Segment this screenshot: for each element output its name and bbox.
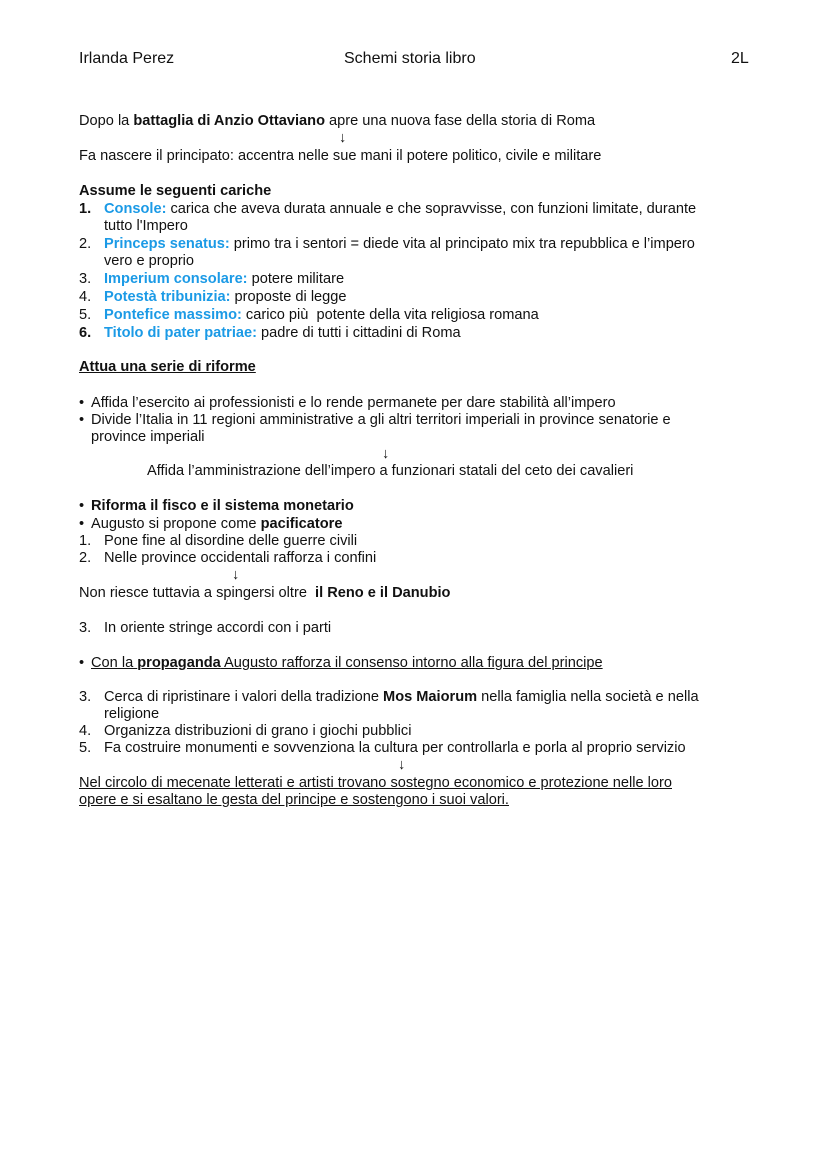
text-segment: vero e proprio [104,253,195,269]
text-segment: Cerca di ripristinare i valori della tradizione [104,689,384,705]
text-segment: Dopo la [79,113,134,129]
term-label: Titolo di pater patriae: [104,325,257,341]
list-number: 3. [79,271,92,287]
header-author: Irlanda Perez [79,50,175,67]
text-segment: primo tra i sentori = diede vita al principato mix tra repubblica e l’impero [229,236,695,252]
text-segment: In oriente stringe accordi con i parti [104,620,332,636]
text-segment: battaglia di Anzio Ottaviano [133,113,325,129]
text-segment: apre una nuova fase della storia di Roma [324,113,596,129]
numbered-item [79,689,699,706]
list-number: 4. [79,723,92,739]
list-number: 1. [79,533,92,549]
text-segment: Con la [91,655,138,671]
numbered-item [79,723,412,740]
text-segment: Fa costruire monumenti e sovvenziona la cultura per controllarla e porla al proprio servizio [104,740,686,756]
bullet-item [79,655,603,672]
text-segment: Assume le seguenti cariche [79,183,272,199]
text-line [79,792,509,809]
text-segment: religione [104,706,160,722]
text-line [104,253,194,270]
numbered-item [79,236,695,253]
bullet-icon: • [79,395,85,411]
text-segment: Pone fine al disordine delle guerre civili [104,533,358,549]
term-label: Pontefice massimo: [104,307,242,323]
list-number: 6. [79,325,92,341]
text-segment: Organizza distribuzioni di grano i giochi pubblici [104,723,412,739]
text-line [91,429,205,446]
text-segment: Nel circolo di mecenate letterati e artisti trovano sostegno economico e protezione nelle loro [79,775,672,791]
text-segment: carica che aveva durata annuale e che sopravvisse, con funzioni limitate, durante [166,201,697,217]
text-segment: province imperiali [91,429,205,445]
text-segment: Riforma il fisco e il sistema monetario [91,498,354,514]
text-segment: Augusto si propone come [91,516,261,532]
text-line [398,757,405,774]
text-line [104,706,159,723]
text-line [79,359,256,376]
numbered-item [79,325,461,342]
text-segment: Attua una serie di riforme [79,359,256,375]
text-segment: carico più potente della vita religiosa romana [241,307,539,323]
text-segment: Affida l’esercito ai professionisti e lo rende permanete per dare stabilità all’impero [91,395,616,411]
text-segment: Augusto rafforza il consenso intorno alla figura del principe [220,655,603,671]
list-number: 5. [79,740,92,756]
numbered-item [79,201,697,218]
text-line [232,567,239,584]
term-label: Imperium consolare: [104,271,248,287]
numbered-item [79,271,345,288]
text-segment: pacificatore [260,516,343,532]
text-segment: nella famiglia nella società e nella [477,689,699,705]
text-segment: proposte di legge [230,289,347,305]
text-segment: Affida l’amministrazione dell’impero a funzionari statali del ceto dei cavalieri [147,463,634,479]
arrow-down-icon: ↓ [382,446,390,462]
bullet-item [79,516,343,533]
term-label: Princeps senatus: [104,236,230,252]
text-segment: Divide l’Italia in 11 regioni amministrative a gli altri territori imperiali in province senatorie e [91,412,671,428]
bullet-icon: • [79,412,85,428]
text-line [79,585,450,602]
bullet-item [79,412,671,429]
text-line [79,148,601,165]
text-segment: tutto l'Impero [104,218,188,234]
text-line [79,113,595,130]
text-segment: padre di tutti i cittadini di Roma [257,325,461,341]
list-number: 1. [79,201,92,217]
header-class: 2L [731,50,749,67]
numbered-item [79,307,539,324]
text-segment: Fa nascere il principato: accentra nelle sue mani il potere politico, civile e militare [79,148,602,164]
bullet-item [79,395,616,412]
text-segment: opere e si esaltano le gesta del principe e sostengono i suoi valori. [79,792,509,808]
text-line [104,218,188,235]
text-line [382,446,389,463]
text-line [339,130,346,147]
header-title: Schemi storia libro [344,50,476,67]
text-segment: Nelle province occidentali rafforza i confini [104,550,377,566]
list-number: 4. [79,289,92,305]
text-line [147,463,633,480]
text-segment: Mos Maiorum [383,689,478,705]
term-label: Console: [104,201,167,217]
list-number: 2. [79,236,92,252]
arrow-down-icon: ↓ [339,130,347,146]
bullet-icon: • [79,655,85,671]
bullet-icon: • [79,516,85,532]
numbered-item [79,740,686,757]
text-segment: Non riesce tuttavia a spingersi oltre [79,585,316,601]
numbered-item [79,289,347,306]
list-number: 5. [79,307,92,323]
arrow-down-icon: ↓ [232,567,240,583]
list-number: 3. [79,620,92,636]
term-label: Potestà tribunizia: [104,289,231,305]
list-number: 3. [79,689,92,705]
bullet-item [79,498,354,515]
text-segment: potere militare [247,271,345,287]
arrow-down-icon: ↓ [398,757,406,773]
text-segment: propaganda [137,655,221,671]
numbered-item [79,620,332,637]
bullet-icon: • [79,498,85,514]
list-number: 2. [79,550,92,566]
numbered-item [79,550,377,567]
text-segment: il Reno e il Danubio [315,585,451,601]
numbered-item [79,533,358,550]
text-line [79,183,271,200]
text-line [79,775,672,792]
